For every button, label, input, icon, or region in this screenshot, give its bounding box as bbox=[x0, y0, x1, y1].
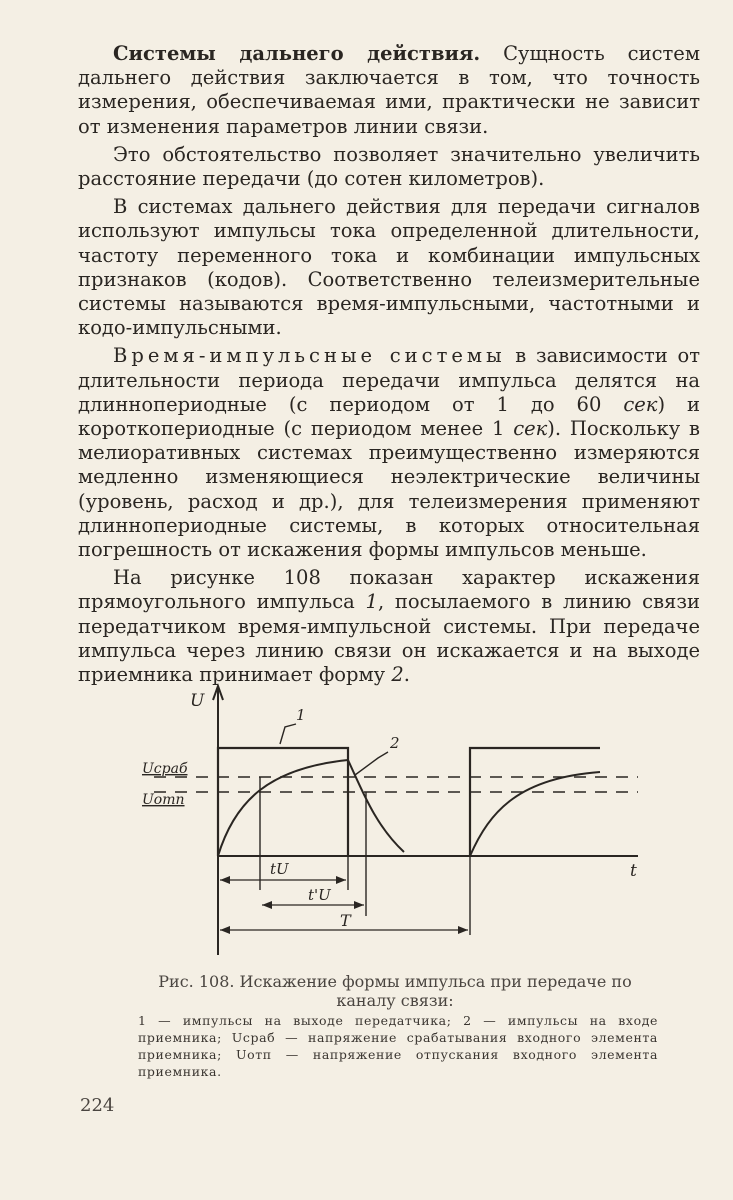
p5-a: На рисунке 108 показан характер искажения прямоугольного импульса bbox=[78, 566, 700, 614]
pulse-diagram bbox=[130, 680, 650, 970]
arrow-tu-r bbox=[336, 876, 346, 884]
pulse-1-first bbox=[218, 748, 348, 856]
paragraph-3: В системах дальнего действия для передачи сигналов используют импульсы тока определенной длительности, частоту переменного тока и комбинации импульсных признаков (кодов). Соответственно телеизмерительные системы называются время-импульсными, частотными и кодо-импульсными. bbox=[78, 195, 700, 340]
p5-n1: 1 bbox=[365, 590, 378, 614]
curve-1-label: 1 bbox=[296, 706, 306, 724]
pulse-2-first bbox=[218, 760, 404, 856]
figure-caption: Рис. 108. Искажение формы импульса при передаче по каналу связи: bbox=[158, 972, 632, 1010]
arrow-tup-l bbox=[262, 901, 272, 909]
section-heading: Системы дальнего действия. bbox=[113, 42, 481, 65]
paragraph-5 bbox=[78, 566, 700, 687]
arrow-T-l bbox=[220, 926, 230, 934]
page-number: 224 bbox=[80, 1095, 115, 1116]
paragraph-4 bbox=[78, 344, 700, 562]
T-label: T bbox=[340, 911, 351, 930]
leader-2 bbox=[355, 752, 388, 775]
axis-u-label: U bbox=[190, 691, 205, 711]
p4-unit1: сек bbox=[623, 392, 658, 416]
axis-t-label: t bbox=[630, 861, 637, 881]
p4-a: в зависимости от длительности периода передачи импульса делятся на длиннопериодные (с периодом от 1 до 60 bbox=[78, 344, 700, 416]
tu-prime-label: t'U bbox=[308, 886, 331, 904]
arrow-tup-r bbox=[354, 901, 364, 909]
uotp-label: Uотп bbox=[142, 792, 185, 808]
paragraph-2: Это обстоятельство позволяет значительно увеличить расстояние передачи (до сотен километров). bbox=[78, 142, 700, 191]
p4-unit2: сек bbox=[513, 417, 548, 441]
paragraph-1-text: Сущность систем дальнего действия заключается в том, что точность измерения, обеспечиваемая ими, практически не зависит от изменения параметров линии связи. bbox=[78, 42, 700, 138]
leader-1 bbox=[280, 724, 296, 744]
p5-b: , посылаемого в линию связи передатчиком время-импульсной системы. При передаче импульса через линию связи он искажается и на выходе приемника принимает форму bbox=[78, 590, 700, 687]
curve-2-label: 2 bbox=[390, 734, 400, 752]
p4-b: ) и короткопериодные (с периодом менее 1 bbox=[78, 392, 700, 441]
arrow-tu-l bbox=[220, 876, 230, 884]
p5-c: . bbox=[403, 663, 410, 687]
spaced-term: Время-импульсные системы bbox=[113, 344, 506, 368]
figure-legend: 1 — импульсы на выходе передатчика; 2 — импульсы на входе приемника; Uсраб — напряжение срабатывания входного элемента приемника; Uотп — напряжение отпускания входного элемента приемника. bbox=[138, 1013, 658, 1079]
body-text bbox=[78, 42, 700, 691]
p5-n2: 2 bbox=[391, 663, 404, 687]
paragraph-1 bbox=[78, 42, 700, 139]
arrow-T-r bbox=[458, 926, 468, 934]
pulse-1-second bbox=[470, 748, 600, 856]
tu-label: tU bbox=[270, 860, 289, 878]
usrab-label: Uсраб bbox=[142, 761, 188, 777]
p4-c: ). Поскольку в мелиоративных системах преимущественно измеряются медленно изменяющиеся неэлектрические величины (уровень, расход и др.), для телеизмерения применяют длиннопериодные системы, в которых относительная погрешность от искажения формы импульсов меньше. bbox=[78, 417, 700, 562]
figure-108 bbox=[130, 680, 650, 970]
pulse-2-second bbox=[470, 772, 600, 856]
